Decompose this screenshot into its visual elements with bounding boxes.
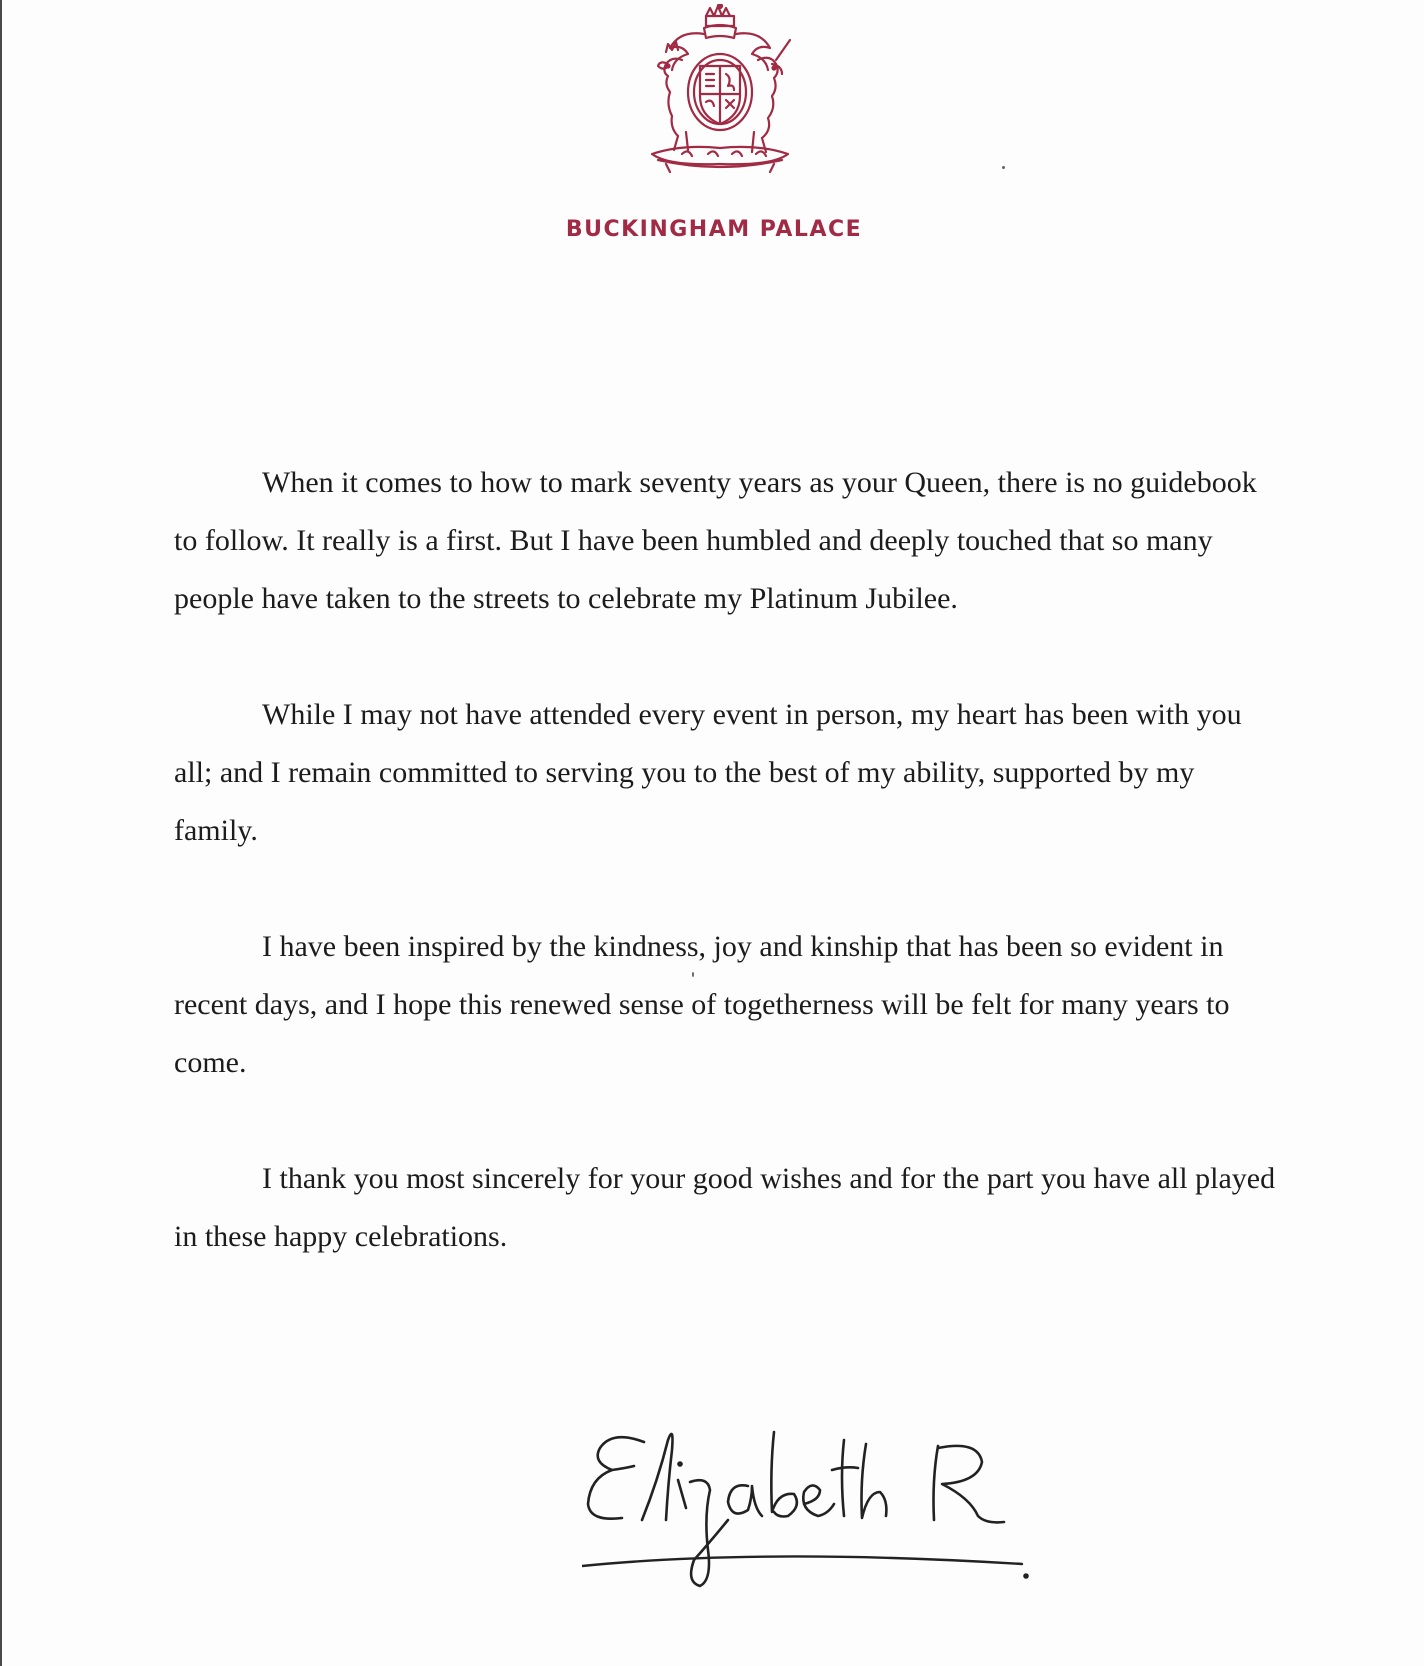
paper-speck	[692, 972, 694, 977]
royal-coat-of-arms-icon	[622, 4, 818, 176]
letter-paragraph: While I may not have attended every event in person, my heart has been with you all; and I remain committed to serving you to the best of my ability, supported by my family.	[174, 698, 1242, 847]
letter-paragraph: I have been inspired by the kindness, joy and kinship that has been so evident in recent days, and I hope this renewed sense of togetherness will be felt for many years to come.	[174, 930, 1230, 1079]
letter-paragraph: When it comes to how to mark seventy years as your Queen, there is no guidebook to follow. It really is a first. But I have been humbled and deeply touched that so many people have taken to the streets to celebrate my Platinum Jubilee.	[174, 466, 1257, 615]
letter-paragraph: I thank you most sincerely for your good wishes and for the part you have all played in these happy celebrations.	[174, 1162, 1276, 1253]
paper-speck	[1002, 166, 1005, 169]
letter-body	[174, 454, 1284, 1324]
handwritten-signature-icon	[582, 1420, 1102, 1620]
letterhead-title: BUCKINGHAM PALACE	[565, 217, 863, 242]
